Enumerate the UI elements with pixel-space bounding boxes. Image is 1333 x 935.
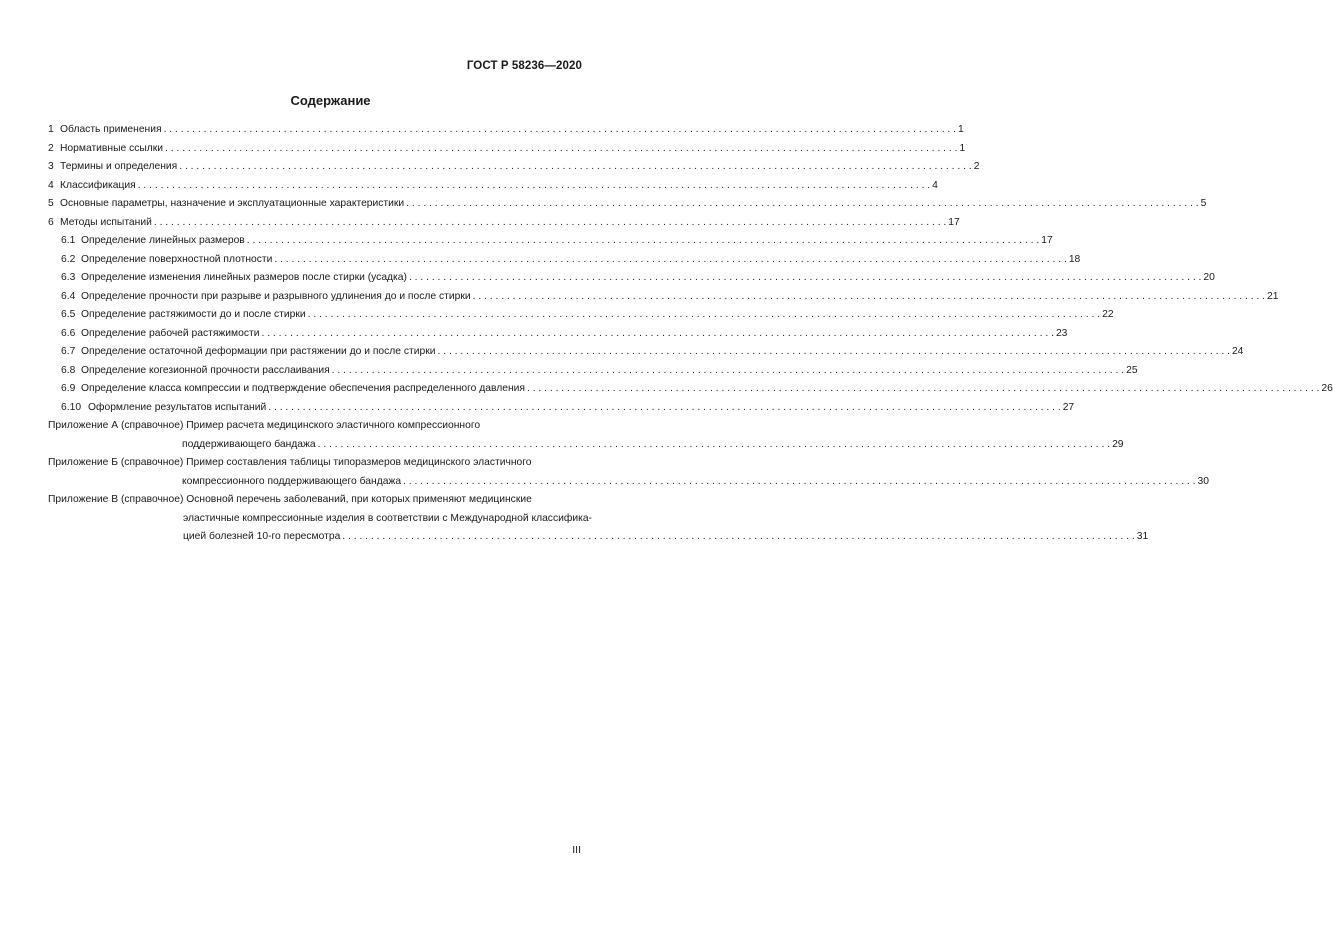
toc-subentry-6-8[interactable] [48, 362, 1138, 381]
toc-entry-title: Классификация [60, 179, 136, 191]
appendix-line-1: Приложение В (справочное) Основной перечень заболеваний, при которых применяют медицинские [48, 494, 532, 505]
dot-leader [138, 177, 930, 196]
toc-subentry-6-2[interactable] [48, 251, 1081, 270]
toc-appendix-v[interactable] [48, 491, 1149, 547]
toc-entry-number: 5 [48, 198, 54, 209]
toc-entry-5[interactable] [48, 195, 1207, 214]
dot-leader [179, 158, 971, 177]
dot-leader [332, 362, 1124, 381]
toc-entry-number: 6.4 [61, 290, 76, 302]
toc-entry-title: Определение когезионной прочности расслаивания [81, 364, 330, 376]
toc-entry-title: Определение растяжимости до и после стирки [81, 309, 306, 320]
toc-entry-number: 6.10 [61, 401, 82, 413]
toc-entry-page: 29 [1112, 438, 1124, 450]
toc-entry-number: 6.2 [61, 253, 76, 265]
toc-entry-title: Определение класса компрессии и подтверждение обеспечения распределенного давления [81, 383, 525, 394]
toc-entry-page: 1 [958, 124, 964, 135]
appendix-line-2: эластичные компрессионные изделия в соответствии с Международной классифика- [183, 512, 592, 524]
document-code: ГОСТ Р 58236—2020 [466, 60, 582, 72]
appendix-line-1: Приложение Б (справочное) Пример составления таблицы типоразмеров медицинского эластичного [48, 457, 532, 468]
toc-entry-page: 1 [959, 142, 966, 154]
toc-subentry-6-9[interactable] [48, 380, 1333, 399]
toc-entry-1[interactable] [48, 121, 964, 140]
toc-entry-page: 22 [1102, 309, 1114, 320]
toc-entry-6[interactable] [48, 214, 960, 233]
dot-leader [165, 140, 957, 159]
toc-entry-page: 21 [1267, 290, 1279, 302]
toc-subentry-6-4[interactable] [48, 288, 1279, 307]
dot-leader [473, 288, 1265, 307]
toc-entry-4[interactable] [48, 177, 938, 196]
toc-entry-title: Определение рабочей растяжимости [81, 327, 260, 339]
dot-leader [406, 195, 1198, 214]
toc-entry-number: 1 [48, 124, 54, 135]
toc-entry-3[interactable] [48, 158, 980, 177]
dot-leader [342, 528, 1134, 547]
toc-entry-title: Основные параметры, назначение и эксплуатационные характеристики [60, 198, 405, 209]
dot-leader [438, 343, 1230, 362]
dot-leader [261, 325, 1053, 344]
toc-entry-page: 17 [948, 216, 960, 228]
toc-entry-title: Методы испытаний [60, 216, 152, 228]
table-of-contents [48, 121, 1333, 547]
toc-entry-number: 4 [48, 179, 54, 191]
toc-subentry-6-6[interactable] [48, 325, 1068, 344]
dot-leader [318, 436, 1110, 455]
toc-entry-page: 30 [1197, 475, 1209, 487]
toc-entry-title: Определение прочности при разрыве и разрывного удлинения до и после стирки [81, 290, 471, 302]
toc-entry-title: Область применения [60, 124, 162, 135]
page-number: III [572, 844, 581, 856]
dot-leader [403, 473, 1195, 492]
dot-leader [409, 269, 1201, 288]
toc-entry-title: Определение линейных размеров [81, 235, 245, 246]
toc-entry-page: 18 [1068, 253, 1081, 265]
toc-entry-page: 17 [1041, 235, 1053, 246]
toc-entry-page: 27 [1062, 401, 1075, 413]
dot-leader [274, 251, 1066, 270]
toc-entry-number: 6.5 [61, 309, 76, 320]
toc-entry-number: 6.1 [61, 235, 76, 246]
toc-entry-2[interactable] [48, 140, 966, 159]
toc-appendix-a[interactable] [48, 417, 1124, 454]
toc-entry-title: Нормативные ссылки [60, 142, 164, 154]
dot-leader [164, 121, 956, 140]
toc-entry-number: 6.7 [61, 346, 76, 357]
toc-entry-page: 5 [1200, 198, 1207, 209]
toc-subentry-6-3[interactable] [48, 269, 1215, 288]
toc-entry-number: 6.3 [61, 272, 76, 283]
appendix-line-2: поддерживающего бандажа [182, 438, 316, 450]
toc-entry-page: 25 [1126, 364, 1138, 376]
toc-entry-number: 6.9 [61, 383, 76, 394]
dot-leader [154, 214, 946, 233]
toc-entry-page: 26 [1321, 383, 1333, 394]
toc-entry-number: 6.8 [61, 364, 76, 376]
toc-entry-number: 6 [48, 216, 54, 228]
toc-subentry-6-10[interactable] [48, 399, 1075, 418]
toc-entry-page: 4 [932, 179, 938, 191]
dot-leader [247, 232, 1039, 251]
toc-entry-page: 20 [1203, 272, 1215, 283]
toc-entry-title: Определение остаточной деформации при растяжении до и после стирки [81, 346, 436, 357]
appendix-line-3: цией болезней 10-го пересмотра [183, 531, 341, 542]
toc-entry-number: 2 [48, 142, 54, 154]
toc-subentry-6-5[interactable] [48, 306, 1114, 325]
toc-entry-page: 31 [1136, 531, 1149, 542]
toc-entry-title: Оформление результатов испытаний [88, 401, 267, 413]
toc-entry-page: 23 [1055, 327, 1068, 339]
appendix-line-1: Приложение А (справочное) Пример расчета медицинского эластичного компрессионного [48, 420, 481, 431]
dot-leader [268, 399, 1060, 418]
toc-entry-page: 2 [973, 161, 980, 172]
toc-entry-number: 6.6 [61, 327, 76, 339]
toc-subentry-6-7[interactable] [48, 343, 1244, 362]
toc-entry-title: Термины и определения [60, 161, 178, 172]
dot-leader [308, 306, 1100, 325]
toc-entry-page: 24 [1231, 346, 1244, 357]
appendix-line-2: компрессионного поддерживающего бандажа [182, 475, 402, 487]
toc-title: Содержание [290, 93, 371, 108]
toc-subentry-6-1[interactable] [48, 232, 1053, 251]
toc-entry-title: Определение изменения линейных размеров после стирки (усадка) [81, 272, 407, 283]
toc-entry-title: Определение поверхностной плотности [81, 253, 273, 265]
toc-appendix-b[interactable] [48, 454, 1209, 491]
toc-entry-number: 3 [48, 161, 54, 172]
dot-leader [527, 380, 1319, 399]
